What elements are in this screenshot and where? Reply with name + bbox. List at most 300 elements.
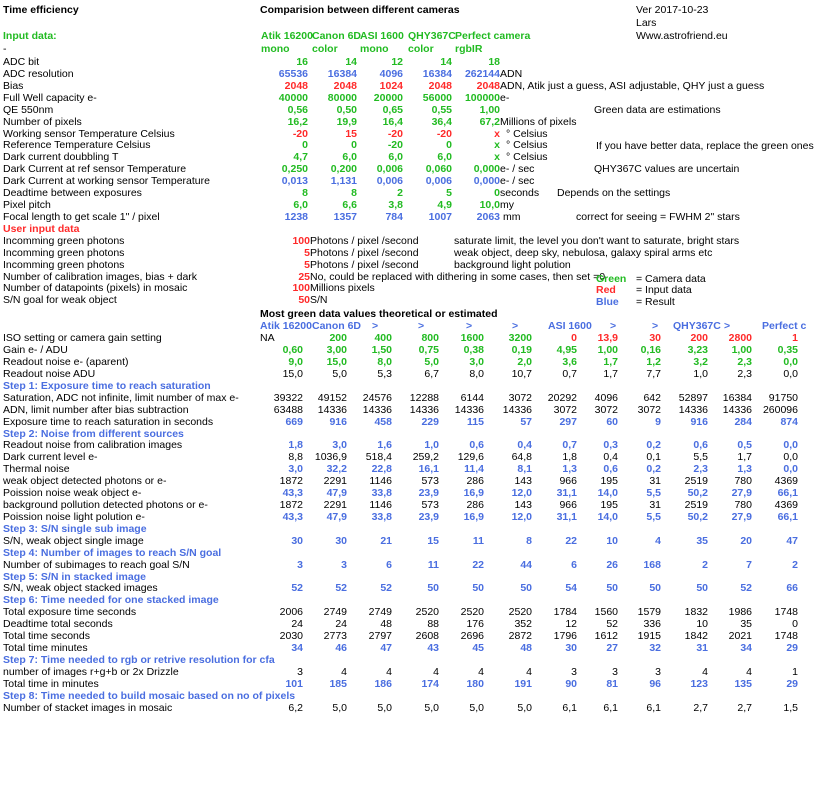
grid-label: Dark current level e-	[3, 451, 98, 464]
grid-value: 7	[746, 558, 752, 571]
grid-value: 174	[421, 677, 439, 690]
cam2-canon: Canon 6D	[312, 320, 362, 333]
grid-value: 5,0	[424, 356, 439, 368]
grid-value: 27,9	[731, 510, 752, 523]
param-value: 2048	[284, 79, 308, 92]
param-value: 8	[351, 187, 357, 200]
grid-value: 1,0	[693, 367, 708, 380]
param-note: ADN	[500, 67, 523, 80]
user-value: 100	[292, 234, 310, 247]
iso-value: 1	[792, 332, 798, 345]
grid-value: 3	[655, 665, 661, 678]
camera-sub: rgbIR	[455, 43, 483, 55]
grid-value: 1,2	[646, 356, 661, 368]
grid-value: 195	[600, 499, 618, 512]
grid-value: 43,3	[282, 510, 303, 523]
legend-word: Red	[596, 284, 616, 297]
cam2-arrow: >	[372, 320, 379, 333]
param-value: 0,060	[425, 163, 452, 176]
grid-value: 32	[649, 642, 661, 655]
grid-value: 3072	[508, 391, 532, 404]
param-note: ° Celsius	[506, 127, 548, 140]
grid-value: 4	[655, 534, 661, 547]
grid-value: 2696	[460, 630, 484, 643]
grid-value: 5,5	[693, 451, 708, 464]
grid-value: 0,1	[646, 451, 661, 464]
param-note: e- / sec	[500, 175, 535, 188]
grid-value: 2021	[728, 630, 752, 643]
param-value: 16,4	[382, 115, 403, 128]
grid-value: 52	[335, 582, 347, 595]
grid-value: 1,0	[424, 439, 439, 452]
step-heading: Step 6: Time needed for one stacked image	[3, 594, 219, 607]
grid-value: 0,0	[783, 367, 798, 380]
param-value: 6,0	[293, 199, 308, 212]
grid-value: 6,2	[288, 701, 303, 714]
camera-sub: mono	[261, 43, 290, 55]
grid-value: 91750	[768, 391, 798, 404]
user-unit: S/N	[310, 294, 328, 307]
note-qhy: QHY367C values are uncertain	[594, 163, 740, 176]
grid-value: 2,3	[737, 367, 752, 380]
input-title: Input data:	[3, 30, 57, 42]
grid-value: 50	[696, 582, 708, 595]
grid-value: 4369	[774, 499, 798, 512]
param-label: Deadtime between exposures	[3, 187, 142, 200]
param-value: 2048	[333, 79, 357, 92]
grid-value: 573	[421, 475, 439, 488]
param-value: 65536	[278, 67, 308, 80]
step-heading: Step 4: Number of images to reach S/N goal	[3, 546, 222, 559]
legend-desc: = Input data	[636, 284, 692, 297]
grid-value: 176	[466, 618, 484, 631]
cam2-atik: Atik 16200	[260, 320, 312, 333]
grid-value: 0,2	[646, 463, 661, 476]
grid-value: 780	[734, 499, 752, 512]
grid-value: 14336	[362, 403, 392, 416]
grid-value: 12,0	[511, 510, 532, 523]
param-value: 3,8	[388, 199, 403, 212]
grid-value: 21	[380, 534, 392, 547]
grid-value: 2749	[323, 606, 347, 619]
cam2-arrow: >	[466, 320, 473, 333]
grid-value: 2,7	[693, 701, 708, 714]
grid-value: 259,2	[412, 451, 439, 464]
param-value: 18	[488, 56, 500, 68]
grid-value: 191	[514, 677, 532, 690]
user-unit: Millions pixels	[310, 282, 375, 295]
param-value: 8	[302, 187, 308, 200]
param-note: e- / sec	[500, 163, 535, 176]
user-unit: No, could be replaced with dithering in some cases, then set =0	[310, 270, 606, 283]
grid-value: 12288	[409, 391, 439, 404]
grid-label: background pollution detected photons or e-	[3, 499, 208, 512]
grid-value: 31,1	[556, 510, 577, 523]
grid-value: 101	[285, 677, 303, 690]
grid-value: 14336	[678, 403, 708, 416]
grid-value: 6,1	[562, 701, 577, 714]
grid-value: 50	[649, 582, 661, 595]
grid-value: 1,5	[783, 701, 798, 714]
grid-value: 8,1	[517, 463, 532, 476]
iso-value: 1600	[460, 332, 484, 345]
grid-value: 5,0	[332, 367, 347, 380]
grid-value: 8	[526, 534, 532, 547]
grid-value: 22,8	[371, 463, 392, 476]
grid-value: 26	[606, 558, 618, 571]
grid-value: 3,2	[693, 356, 708, 368]
grid-label: S/N, weak object single image	[3, 534, 144, 547]
grid-value: 0,16	[640, 344, 661, 357]
param-value: 0	[446, 139, 452, 152]
grid-value: 24	[291, 618, 303, 631]
grid-value: 3,0	[332, 439, 347, 452]
grid-value: 1872	[279, 475, 303, 488]
grid-value: 0,7	[562, 439, 577, 452]
grid-label: Poission noise weak object e-	[3, 487, 142, 500]
grid-value: 1	[792, 665, 798, 678]
grid-value: 3	[571, 665, 577, 678]
grid-value: 33,8	[371, 510, 392, 523]
grid-value: 0,3	[603, 439, 618, 452]
grid-value: 2,3	[693, 463, 708, 476]
grid-value: 573	[421, 499, 439, 512]
grid-value: 16,1	[418, 463, 439, 476]
grid-value: 30	[335, 534, 347, 547]
user-value: 25	[298, 270, 310, 283]
dash-label: -	[3, 43, 7, 55]
grid-value: 8,8	[288, 451, 303, 464]
grid-value: 1146	[369, 499, 392, 512]
grid-value: 2	[792, 558, 798, 571]
user-note: saturate limit, the level you don't want to saturate, bright stars	[454, 234, 740, 247]
grid-value: 3,6	[562, 356, 577, 368]
param-value: 40000	[278, 91, 308, 104]
param-label: ADC resolution	[3, 67, 74, 80]
grid-value: 15,0	[282, 367, 303, 380]
param-note: mm	[503, 210, 521, 223]
legend-desc: = Camera data	[636, 272, 706, 285]
grid-value: 336	[643, 618, 661, 631]
param-value: 2063	[476, 210, 500, 223]
param-value: 16384	[327, 67, 357, 80]
param-value: 262144	[464, 67, 500, 80]
cam2-perfect: Perfect c	[762, 320, 807, 333]
grid-value: 64,8	[511, 451, 532, 464]
grid-value: 50,2	[687, 510, 708, 523]
grid-value: 1986	[728, 606, 752, 619]
param-value: 36,4	[431, 115, 452, 128]
param-label: Dark Current at working sensor Temperature	[3, 175, 210, 188]
grid-value: 52897	[678, 391, 708, 404]
cam2-arrow: >	[512, 320, 519, 333]
grid-value: 4,95	[556, 344, 577, 357]
grid-value: 1,50	[371, 344, 392, 357]
grid-value: 47,9	[326, 487, 347, 500]
grid-label: weak object detected photons or e-	[3, 475, 167, 488]
grid-value: 43	[427, 642, 439, 655]
grid-value: 0,75	[418, 344, 439, 357]
grid-value: 33,8	[371, 487, 392, 500]
header-version: Ver 2017-10-23	[636, 4, 709, 16]
grid-value: 1748	[774, 606, 798, 619]
param-value: 67,2	[479, 115, 500, 128]
grid-value: 29	[786, 677, 798, 690]
param-value: 0,65	[382, 103, 403, 116]
grid-value: 0,5	[737, 439, 752, 452]
grid-value: 3	[341, 558, 347, 571]
param-value: 1007	[428, 210, 452, 223]
grid-value: 45	[472, 642, 484, 655]
param-value: 4,7	[293, 151, 308, 164]
param-value: 14	[345, 56, 357, 68]
grid-label: Total time minutes	[3, 642, 88, 655]
cam2-asi: ASI 1600	[548, 320, 592, 333]
grid-value: 23,9	[418, 510, 439, 523]
grid-value: 168	[643, 558, 661, 571]
grid-value: 6,1	[646, 701, 661, 714]
param-value: 0	[351, 139, 357, 152]
grid-value: 5,0	[377, 701, 392, 714]
grid-label: S/N, weak object stacked images	[3, 582, 158, 595]
grid-label: Gain e- / ADU	[3, 344, 68, 357]
note-green-est: Green data are estimations	[594, 103, 721, 116]
param-label: Reference Temperature Celsius	[3, 139, 151, 152]
grid-value: 5,5	[646, 487, 661, 500]
param-value: 80000	[327, 91, 357, 104]
grid-value: 0,6	[469, 439, 484, 452]
grid-value: 1784	[553, 606, 577, 619]
grid-label: ADN, limit number after bias subtraction	[3, 403, 189, 416]
header-site: Www.astrofriend.eu	[636, 30, 728, 42]
grid-value: 47	[380, 642, 392, 655]
grid-value: 229	[421, 415, 439, 428]
grid-value: 0,0	[783, 451, 798, 464]
grid-value: 52	[291, 582, 303, 595]
camera-name: Canon 6D	[312, 30, 362, 42]
grid-value: 43,3	[282, 487, 303, 500]
grid-value: 9,0	[288, 356, 303, 368]
step-heading: Step 2: Noise from different sources	[3, 427, 184, 440]
grid-value: 6144	[460, 391, 484, 404]
param-value: 0,50	[336, 103, 357, 116]
grid-value: 0,19	[511, 344, 532, 357]
grid-value: 3,0	[469, 356, 484, 368]
grid-value: 6,1	[603, 701, 618, 714]
grid-value: 81	[606, 677, 618, 690]
grid-label: Number of stacket images in mosaic	[3, 701, 173, 714]
param-value: 2048	[476, 79, 500, 92]
grid-value: 2,0	[517, 356, 532, 368]
grid-value: 642	[643, 391, 661, 404]
grid-value: 1579	[637, 606, 661, 619]
grid-value: 1,8	[562, 451, 577, 464]
grid-value: 143	[514, 475, 532, 488]
param-label: QE 550nm	[3, 103, 54, 116]
param-note: e-	[500, 91, 510, 104]
param-value: 20000	[373, 91, 403, 104]
param-label: ADC bit	[3, 56, 40, 68]
param-value: -20	[292, 127, 308, 140]
grid-value: 88	[427, 618, 439, 631]
grid-value: 11,4	[464, 463, 484, 476]
grid-value: 14,0	[597, 510, 618, 523]
grid-value: 2006	[279, 606, 303, 619]
grid-value: 0	[792, 618, 798, 631]
grid-value: 31	[696, 642, 708, 655]
grid-value: 3	[297, 665, 303, 678]
grid-value: 14,0	[597, 487, 618, 500]
grid-label: Deadtime total seconds	[3, 618, 113, 631]
grid-value: 0,0	[783, 356, 798, 368]
grid-value: 9	[655, 415, 661, 428]
param-value: 16384	[422, 67, 452, 80]
camera-sub: color	[408, 43, 434, 55]
param-value: x	[494, 151, 500, 164]
param-value: 0,55	[431, 103, 452, 116]
grid-value: 2,7	[737, 701, 752, 714]
param-value: 2	[397, 187, 403, 200]
grid-value: 4	[702, 665, 708, 678]
grid-value: 4	[746, 665, 752, 678]
param-value: 0,200	[330, 163, 357, 176]
camera-sub: mono	[360, 43, 389, 55]
grid-value: 1,7	[603, 356, 618, 368]
grid-value: 2519	[684, 499, 708, 512]
grid-value: 2291	[323, 475, 347, 488]
user-label: Number of datapoints (pixels) in mosaic	[3, 282, 188, 295]
param-label: Number of pixels	[3, 115, 82, 128]
param-value: 12	[391, 56, 403, 68]
grid-value: 34	[291, 642, 303, 655]
grid-value: 54	[565, 582, 577, 595]
param-label: Bias	[3, 79, 24, 92]
grid-value: 0,6	[693, 439, 708, 452]
param-value: 0,250	[281, 163, 308, 176]
param-value: 0,006	[376, 163, 403, 176]
grid-value: 30	[291, 534, 303, 547]
param-note: ° Celsius	[506, 151, 548, 164]
grid-value: 63488	[273, 403, 303, 416]
grid-value: 11	[472, 534, 484, 547]
grid-value: 14336	[502, 403, 532, 416]
grid-value: 6,7	[424, 367, 439, 380]
grid-value: 2773	[323, 630, 347, 643]
param-value: 1357	[333, 210, 357, 223]
user-value: 5	[304, 246, 310, 259]
grid-value: 47	[786, 534, 798, 547]
grid-value: 185	[329, 677, 347, 690]
grid-value: 3,23	[687, 344, 708, 357]
grid-value: 1560	[594, 606, 618, 619]
param-value: 0	[494, 187, 500, 200]
grid-value: 1036,9	[314, 451, 347, 464]
param-value: -20	[436, 127, 452, 140]
camera-name: Atik 16200	[261, 30, 313, 42]
param-value: 1,131	[330, 175, 357, 188]
grid-value: 6	[571, 558, 577, 571]
cam2-arrow: >	[724, 320, 731, 333]
grid-value: 1146	[369, 475, 392, 488]
grid-label: Readout noise ADU	[3, 367, 96, 380]
grid-value: 0,0	[783, 463, 798, 476]
grid-value: 284	[734, 415, 752, 428]
grid-value: 60	[606, 415, 618, 428]
grid-value: 1832	[684, 606, 708, 619]
iso-value: 400	[374, 332, 392, 345]
grid-value: 22	[565, 534, 577, 547]
grid-value: 27	[606, 642, 618, 655]
grid-value: 5,3	[377, 367, 392, 380]
grid-value: 2797	[368, 630, 392, 643]
grid-value: 518,4	[365, 451, 392, 464]
iso-value: 13,9	[597, 332, 618, 345]
param-value: 6,0	[437, 151, 452, 164]
grid-value: 5,0	[424, 701, 439, 714]
user-label: Incomming green photons	[3, 246, 125, 259]
grid-label: Saturation, ADC not infinite, limit number of max e-	[3, 391, 239, 404]
iso-value: 200	[690, 332, 708, 345]
param-value: 784	[385, 210, 403, 223]
grid-value: 1,7	[603, 367, 618, 380]
grid-value: 10	[696, 618, 708, 631]
iso-value: 200	[329, 332, 347, 345]
grid-value: 2608	[415, 630, 439, 643]
grid-value: 12	[565, 618, 577, 631]
param-value: 1,00	[479, 103, 500, 116]
grid-value: 180	[466, 677, 484, 690]
user-label: Number of calibration images, bias + dark	[3, 270, 198, 283]
grid-value: 27,9	[731, 487, 752, 500]
grid-value: 260096	[762, 403, 798, 416]
grid-value: 4	[526, 665, 532, 678]
cam2-qhy: QHY367C	[673, 320, 721, 333]
param-value: 1238	[284, 210, 308, 223]
grid-value: 916	[329, 415, 347, 428]
user-unit: Photons / pixel /second	[310, 246, 419, 259]
grid-value: 14336	[409, 403, 439, 416]
param-value: 10,0	[479, 199, 500, 212]
header-compare: Comparision between different cameras	[260, 4, 460, 16]
param-value: 6,0	[388, 151, 403, 164]
grid-value: 0,4	[517, 439, 532, 452]
grid-value: 15,0	[326, 356, 347, 368]
grid-value: 186	[374, 677, 392, 690]
grid-value: 2520	[415, 606, 439, 619]
grid-value: 12,0	[511, 487, 532, 500]
iso-value: 2800	[728, 332, 752, 345]
param-value: 0,006	[376, 175, 403, 188]
grid-value: 0,4	[603, 451, 618, 464]
grid-value: 16,9	[463, 510, 484, 523]
grid-value: 66,1	[777, 510, 798, 523]
grid-value: 2749	[368, 606, 392, 619]
grid-value: 2030	[279, 630, 303, 643]
grid-value: 49152	[317, 391, 347, 404]
grid-value: 115	[467, 415, 484, 428]
grid-value: 123	[690, 677, 708, 690]
grid-value: 8,0	[377, 356, 392, 368]
grid-value: 5,0	[517, 701, 532, 714]
grid-value: 2,3	[737, 356, 752, 368]
step-heading: Step 5: S/N in stacked image	[3, 570, 146, 583]
grid-value: 1796	[553, 630, 577, 643]
grid-value: 16,9	[463, 487, 484, 500]
grid-value: 195	[600, 475, 618, 488]
grid-value: 32,2	[326, 463, 347, 476]
grid-value: 4369	[774, 475, 798, 488]
param-note: seconds	[500, 187, 540, 200]
